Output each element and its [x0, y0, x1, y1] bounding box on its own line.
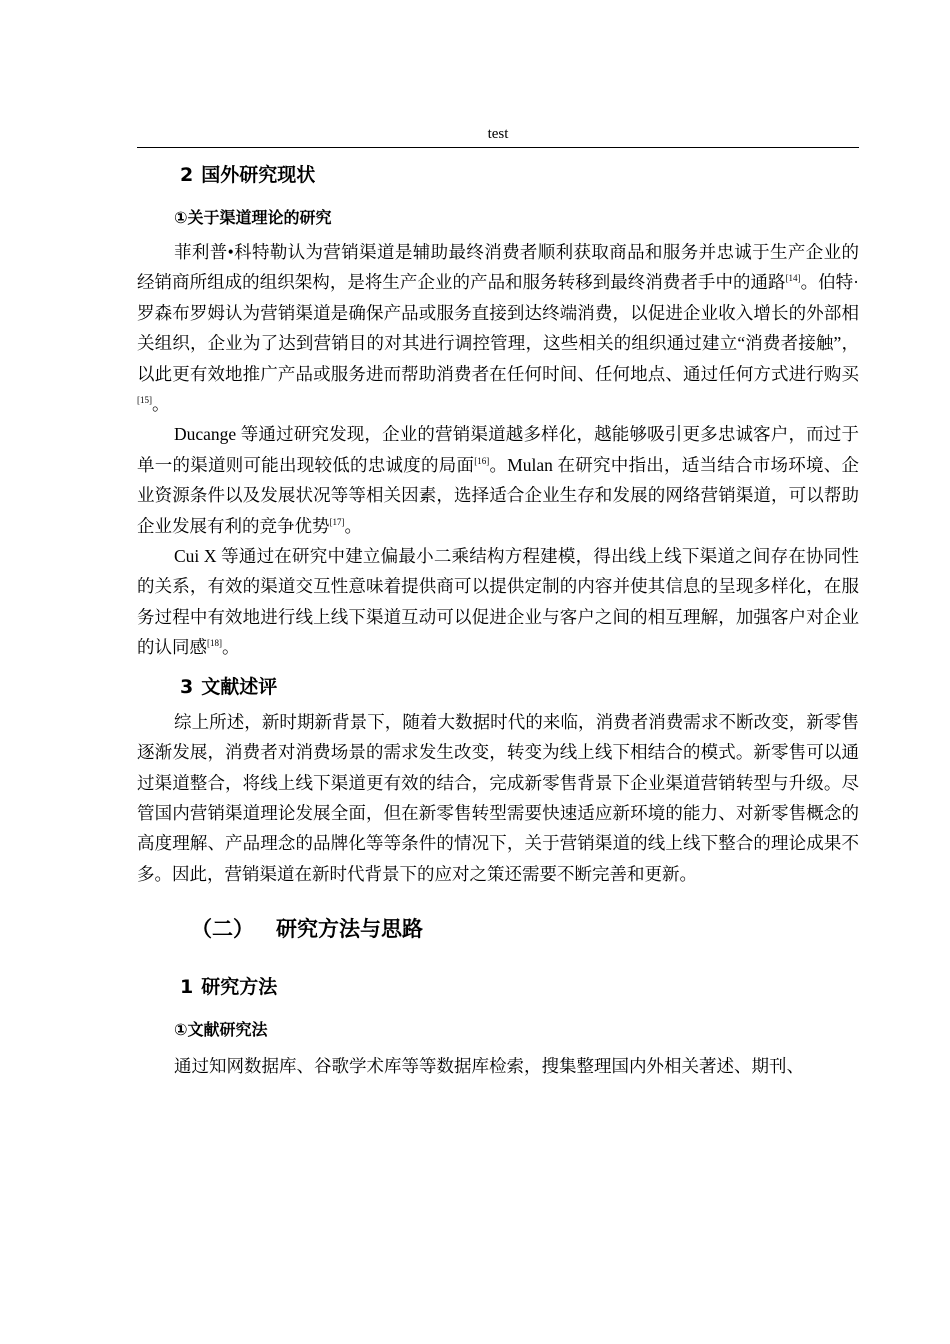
- citation-15: [15]: [137, 395, 152, 406]
- section-heading-foreign-research: [137, 157, 859, 193]
- paragraph-ducange: Ducange 等通过研究发现，企业的营销渠道越多样化，越能够吸引更多忠诚客户，而过于单一的渠道则可能出现较低的忠诚度的局面[16]。Mulan 在研究中指出，适当结合市场环境、企业资源条件以及发展状况等等相关因素，选择适合企业生存和发展的网络营销渠道，可以帮助企业发展有利的竞争优势[17]。: [137, 424, 859, 536]
- paragraph-literature-method: 通过知网数据库、谷歌学术库等等数据库检索，搜集整理国内外相关著述、期刊、: [174, 1056, 804, 1077]
- citation-17: [17]: [329, 516, 345, 527]
- section-number: 1: [180, 976, 194, 999]
- chapter-number: （二）: [191, 917, 254, 942]
- section-number: 3: [180, 675, 194, 698]
- section-number: 2: [180, 164, 194, 186]
- paragraph-cui: Cui X 等通过在研究中建立偏最小二乘结构方程建模，得出线上线下渠道之间存在协同性的关系，有效的渠道交互性意味着提供商可以提供定制的内容并使其信息的呈现多样化，在服务过程中有效地进行线上线下渠道互动可以促进企业与客户之间的相互理解，加强客户对企业的认同感[18]。: [137, 546, 859, 658]
- header-rule: [137, 147, 859, 148]
- chapter-title: 研究方法与思路: [276, 917, 423, 942]
- paragraph-kotler: 菲利普•科特勒认为营销渠道是辅助最终消费者顺利获取商品和服务并忠诚于生产企业的经销商所组成的组织架构，是将生产企业的产品和服务转移到最终消费者手中的通路[14]。伯特·罗森布罗姆认为营销渠道是确保产品或服务直接到达终端消费，以促进企业收入增长的外部相关组织，企业为了达到营销目的对其进行调控管理，这些相关的组织通过建立“消费者接触”，以此更有效地推广产品或服务进而帮助消费者在任何时间、任何地点、通过任何方式进行购买[15]。: [137, 242, 860, 415]
- citation-18: [18]: [207, 638, 222, 649]
- chapter-heading-methods-and-approach: [137, 909, 859, 949]
- subheading-channel-theory: ①关于渠道理论的研究: [174, 208, 332, 227]
- section-title: 国外研究现状: [201, 164, 316, 186]
- citation-14: [14]: [785, 273, 801, 284]
- running-header: test: [487, 126, 509, 142]
- section-title: 文献述评: [201, 675, 278, 698]
- section-title: 研究方法: [201, 976, 278, 999]
- section-heading-research-method: [137, 969, 859, 1005]
- section-heading-literature-review: [137, 669, 859, 705]
- page-content: [137, 157, 859, 1082]
- citation-16: [16]: [474, 455, 490, 466]
- subheading-literature-method: ①文献研究法: [174, 1020, 268, 1040]
- paragraph-review-summary: 综上所述，新时期新背景下，随着大数据时代的来临，消费者消费需求不断改变，新零售逐渐发展，消费者对消费场景的需求发生改变，转变为线上线下相结合的模式。新零售可以通过渠道整合，将线上线下渠道更有效的结合，完成新零售背景下企业渠道营销转型与升级。尽管国内营销渠道理论发展全面，但在新零售转型需要快速适应新环境的能力、对新零售概念的高度理解、产品理念的品牌化等等条件的情况下，关于营销渠道的线上线下整合的理论成果不多。因此，营销渠道在新时代背景下的应对之策还需要不断完善和更新。: [137, 711, 859, 884]
